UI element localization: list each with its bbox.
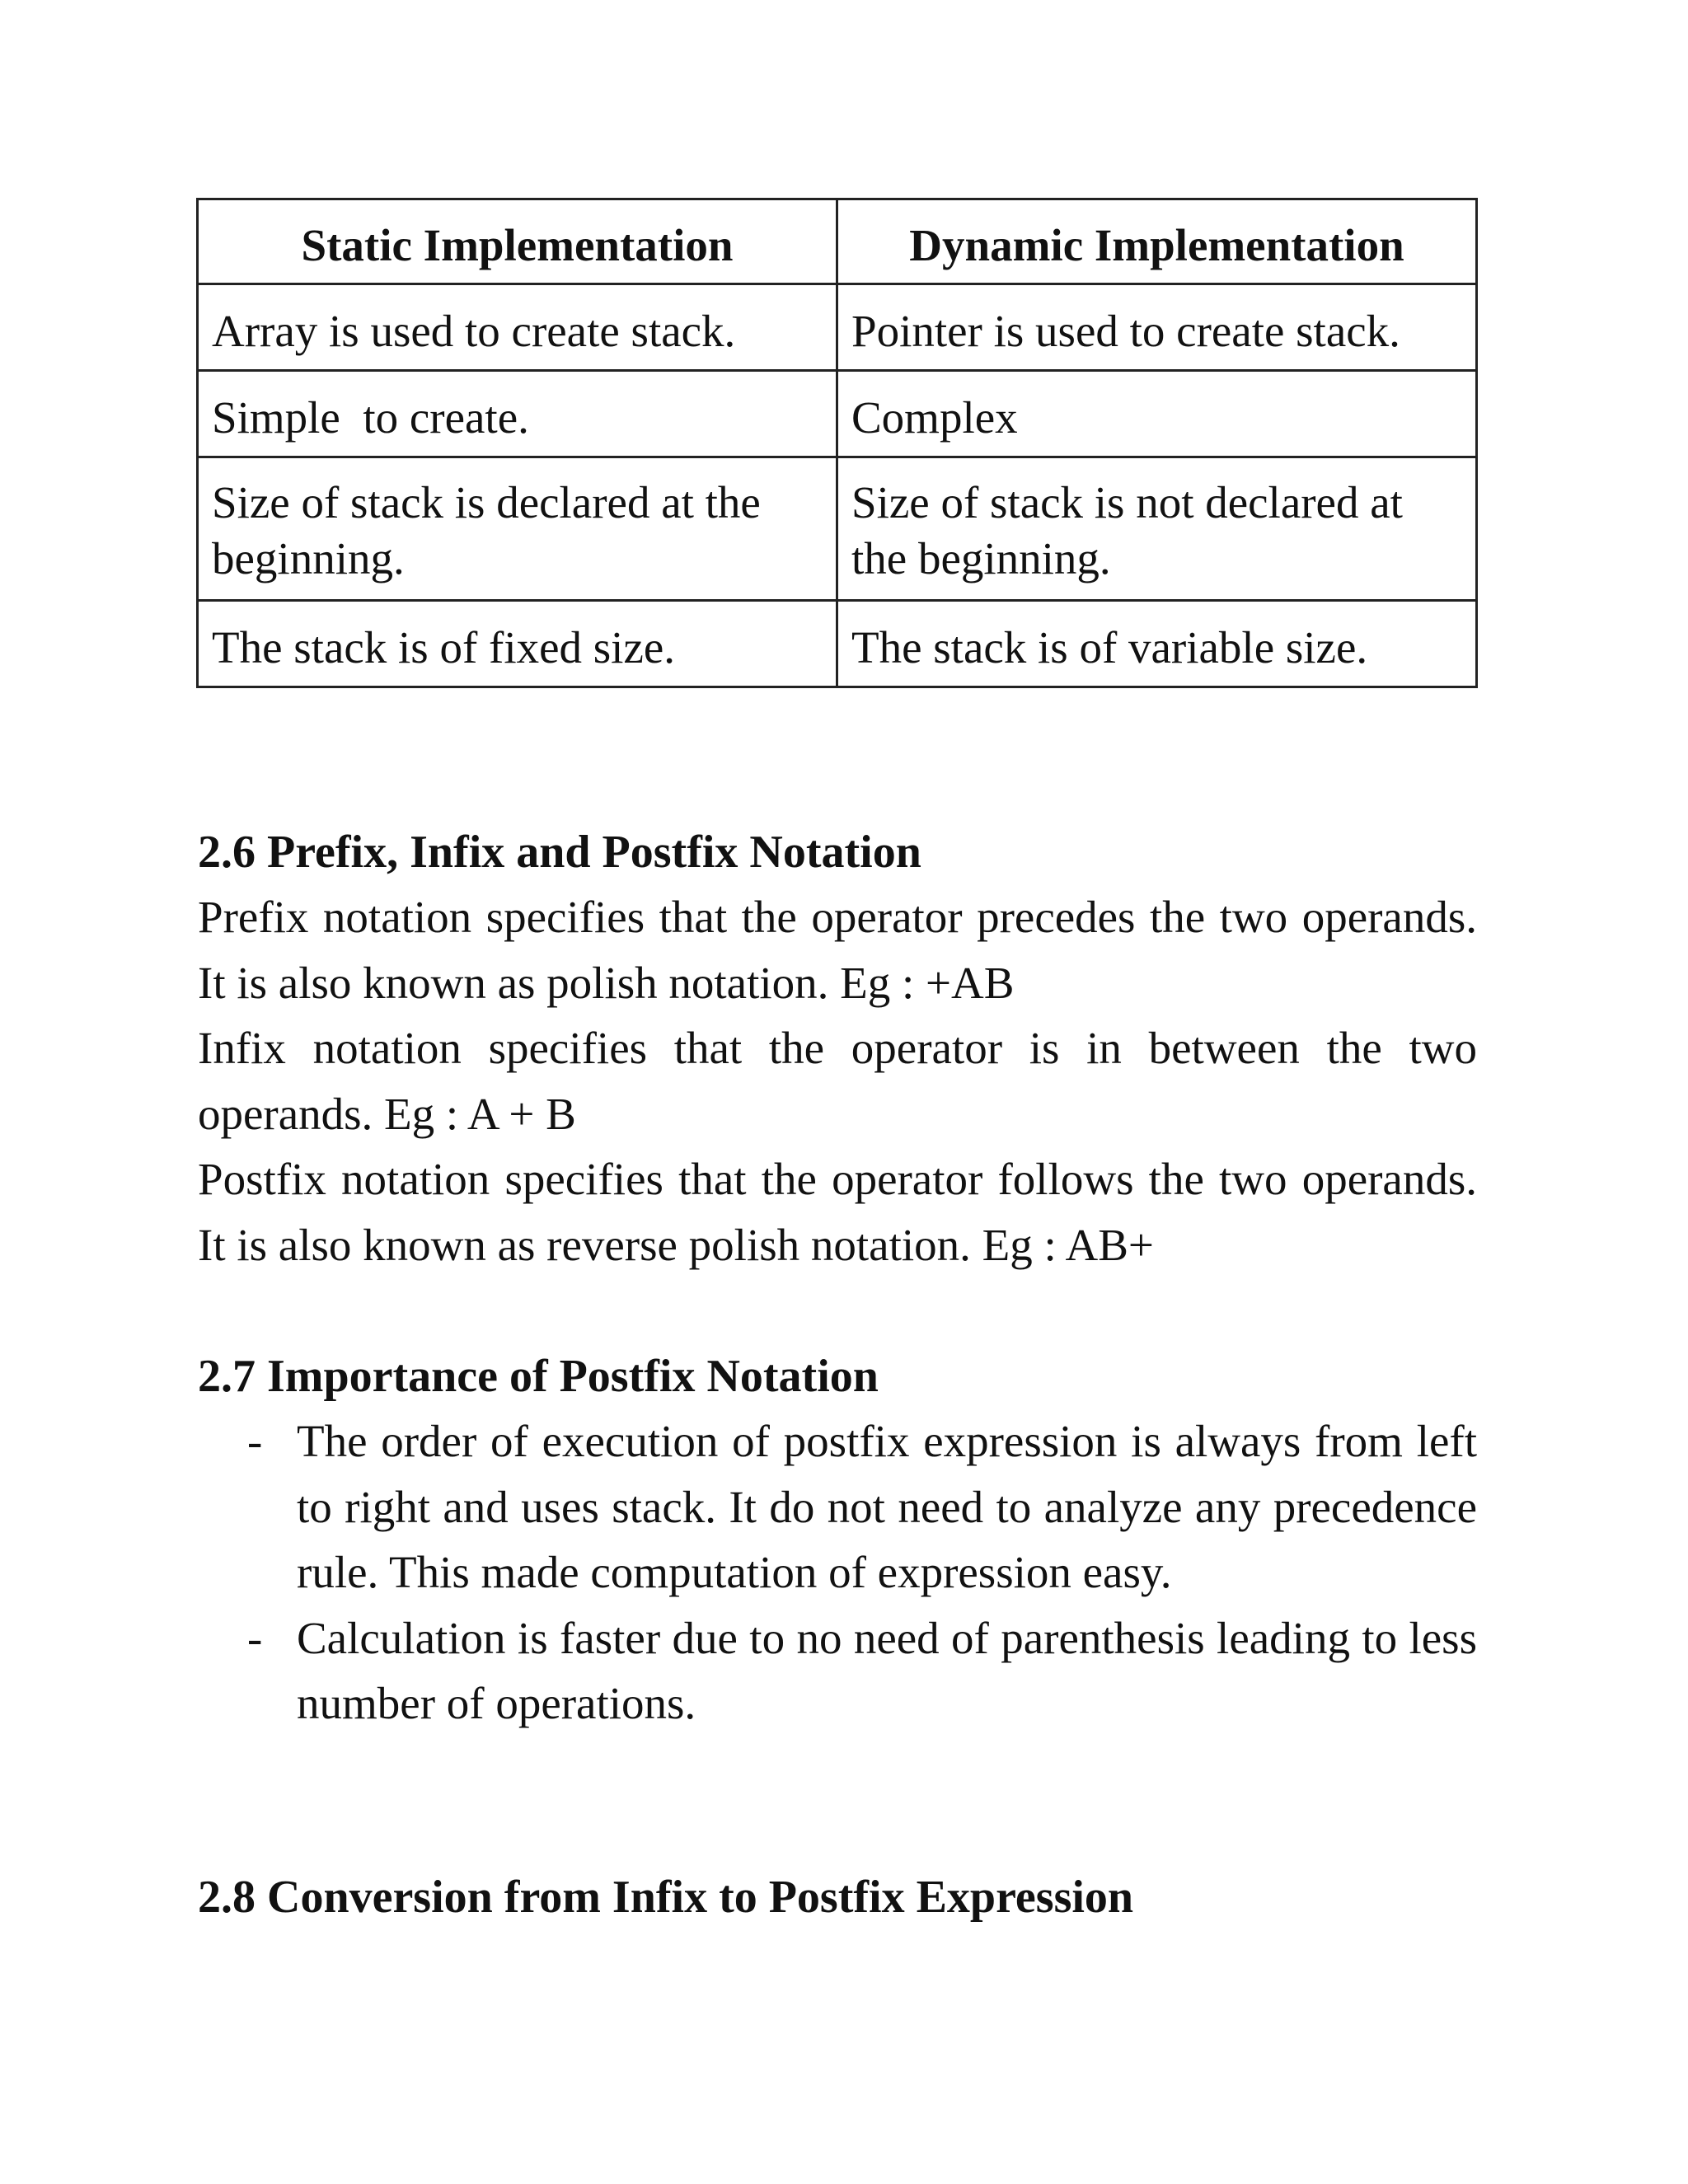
table-row [198,601,1477,687]
table-row [198,371,1477,457]
table-row [198,284,1477,371]
paragraph-postfix: Postfix notation specifies that the operator follows the two operands. It is also known as reverse polish notation. Eg : AB+ [198,1154,1477,1270]
table-cell: Size of stack is not declared at the beginning. [837,457,1477,601]
list-item-text: Calculation is faster due to no need of parenthesis leading to less number of operations. [297,1612,1477,1728]
header-dynamic: Dynamic Implementation [837,199,1477,284]
comparison-table [196,198,1478,688]
header-static: Static Implementation [198,199,837,284]
table-cell: Array is used to create stack. [198,284,837,371]
table-cell: Pointer is used to create stack. [837,284,1477,371]
list-item-text: The order of execution of postfix expression is always from left to right and uses stack. It do not need to analyze any precedence rule. This made computation of expression easy. [297,1416,1477,1597]
table-cell: Simple to create. [198,371,837,457]
section-2-6-body [198,884,1477,1277]
section-heading-2-6: 2.6 Prefix, Infix and Postfix Notation [198,827,921,878]
section-heading-2-7: 2.7 Importance of Postfix Notation [198,1351,879,1402]
table-cell: The stack is of fixed size. [198,601,837,687]
list-item [198,1605,1477,1736]
table-cell: The stack is of variable size. [837,601,1477,687]
list-item [198,1408,1477,1605]
table-header-row [198,199,1477,284]
section-2-7-list [198,1408,1477,1736]
table-cell: Complex [837,371,1477,457]
section-heading-2-8: 2.8 Conversion from Infix to Postfix Expression [198,1872,1134,1923]
bullet-dash: - [247,1416,263,1466]
paragraph-infix: Infix notation specifies that the operator is in between the two operands. Eg : A + B [198,1023,1477,1139]
paragraph-prefix: Prefix notation specifies that the operator precedes the two operands. It is also known as polish notation. Eg : +AB [198,892,1477,1008]
bullet-dash: - [247,1612,263,1663]
table-row [198,457,1477,601]
table-cell: Size of stack is declared at the beginning. [198,457,837,601]
